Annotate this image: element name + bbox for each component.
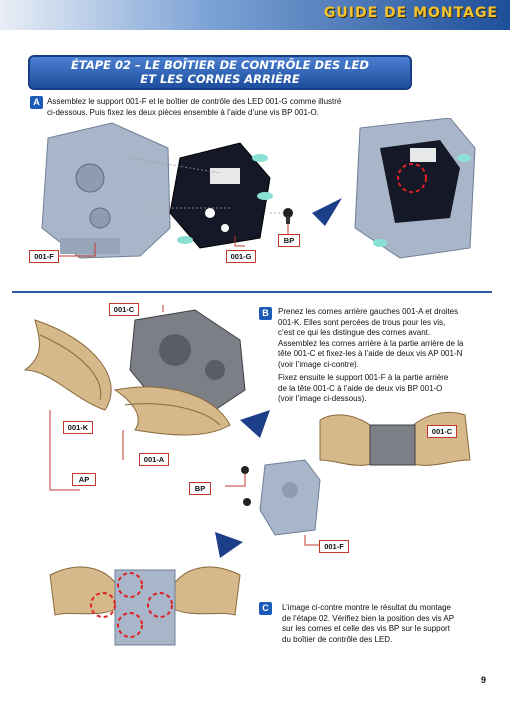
- step-c-illustration: [40, 555, 250, 655]
- step-b-p1-line: 001-K. Elles sont percées de trous pour les vis,: [278, 317, 446, 327]
- step-a-illustration: [20, 118, 500, 268]
- step-b-p1-line: tête 001-C et fixez-les à l’aide de deux vis AP 001-N: [278, 349, 463, 358]
- stage-title-box: [28, 55, 412, 90]
- bp-screw: [283, 208, 293, 224]
- horn-001k-part: [25, 320, 111, 410]
- page-number: 9: [480, 675, 486, 685]
- label-bp-a: BP: [278, 234, 300, 247]
- label-ap-b: AP: [72, 473, 96, 486]
- step-c-text: [282, 603, 492, 645]
- step-b-p1-line: Prenez les cornes arrière gauches 001-A et droites: [278, 307, 459, 316]
- step-b-p2-line: (voir l’image ci-dessous).: [278, 394, 367, 403]
- label-001c-b: 001-C: [109, 303, 139, 316]
- label-001a-b: 001-A: [139, 453, 169, 466]
- step-c-line: sur les cornes et celle des vis BP sur le support: [282, 624, 450, 633]
- step-b-paragraph-1: [278, 307, 493, 370]
- stage-title-line1: ÉTAPE 02 – LE BOÎTIER DE CONTRÔLE DES LED: [71, 58, 369, 72]
- step-b-p1-line: c’est ce qui les distingue des cornes avant.: [278, 328, 431, 337]
- assembled-result-part: [355, 118, 475, 258]
- step-c-line: du boîtier de contrôle des LED.: [282, 634, 393, 644]
- step-a-line1: Assemblez le support 001-F et le boîtier de contrôle des LED 001-G comme illustré: [47, 97, 342, 106]
- arrow-icon: [240, 410, 270, 438]
- label-001f-b: 001-F: [319, 540, 349, 553]
- led-box-001g-part: [170, 143, 273, 248]
- label-001g-a: 001-G: [226, 250, 256, 263]
- label-001k-b: 001-K: [63, 421, 93, 434]
- support-001f-part: [42, 123, 170, 258]
- stage-title-line2: ET LES CORNES ARRIÈRE: [140, 72, 300, 86]
- label-bp-b: BP: [189, 482, 211, 495]
- support-001f-b-part: [260, 460, 320, 535]
- step-b-p2-line: Fixez ensuite le support 001-F à la partie arrière: [278, 373, 449, 382]
- label-001c-right: 001-C: [427, 425, 457, 438]
- step-b-p1-line: Assemblez les cornes arrière à la partie arrière de la: [278, 338, 464, 348]
- step-b-p1-line: (voir l’image ci-contre).: [278, 359, 359, 369]
- step-a-text: [47, 97, 367, 118]
- step-b-badge: B: [259, 307, 272, 320]
- section-separator: [12, 291, 492, 293]
- step-a-badge: A: [30, 96, 43, 109]
- step-c-badge: C: [259, 602, 272, 615]
- step-b-p2-line: de la tête 001-C à l’aide de deux vis BP 001-O: [278, 383, 443, 393]
- step-a-line2: ci-dessous. Puis fixez les deux pièces ensemble à l’aide d’une vis BP 001-O.: [47, 107, 319, 117]
- label-001f-a: 001-F: [29, 250, 59, 263]
- step-c-line: L’image ci-contre montre le résultat du montage: [282, 603, 451, 612]
- step-b-right-illustration: [225, 400, 495, 555]
- arrow-icon: [312, 198, 342, 226]
- final-result-part: [50, 567, 240, 645]
- assembled-horns-part: [320, 412, 470, 465]
- step-c-line: de l’étape 02. Vérifiez bien la position des vis AP: [282, 613, 455, 623]
- guide-title: GUIDE DE MONTAGE: [323, 5, 498, 21]
